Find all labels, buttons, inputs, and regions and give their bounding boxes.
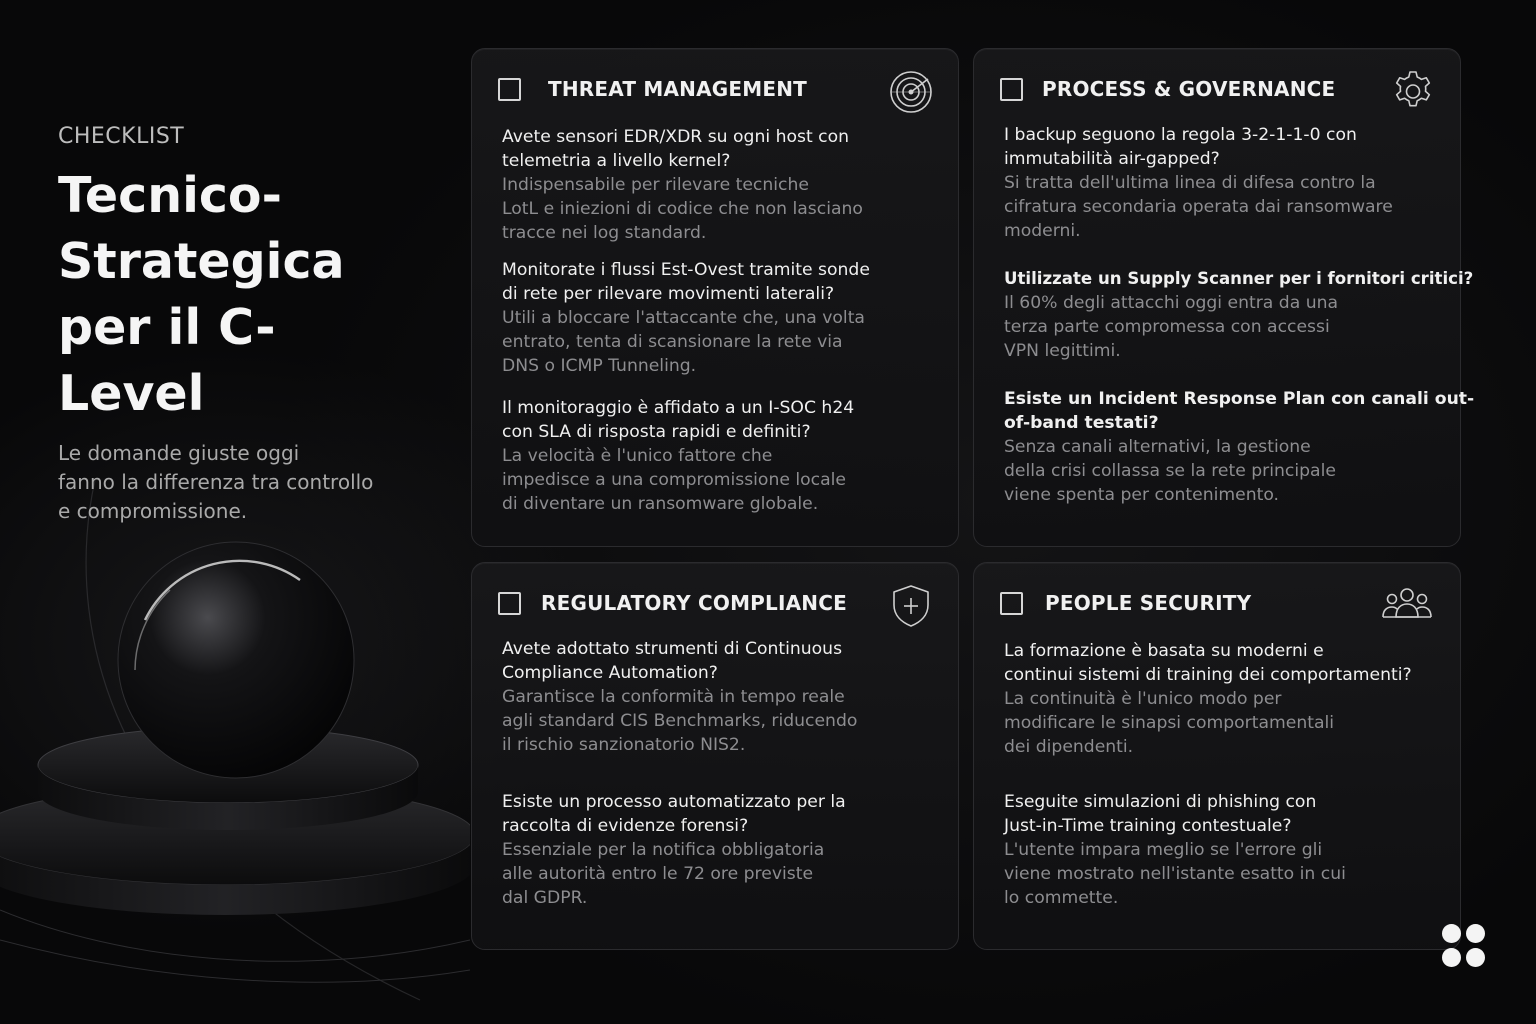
answer-line: tracce nei log standard. [502,223,707,243]
question-line: telemetria a livello kernel? [502,151,731,171]
checklist-question [1004,639,1444,687]
card-header [1000,589,1436,621]
question-line: of-band testati? [1004,413,1159,433]
question-line: Il monitoraggio è affidato a un I-SOC h24 [502,398,855,418]
answer-line: LotL e iniezioni di codice che non lasciano [502,199,863,219]
question-line: immutabilità air-gapped? [1004,149,1220,169]
checklist-answer [502,685,942,757]
shield-icon [888,583,934,629]
card-regulatory-compliance [471,562,959,950]
question-line: Eseguite simulazioni di phishing con [1004,792,1317,812]
answer-line: della crisi collassa se la rete principale [1004,461,1336,481]
answer-line: alle autorità entro le 72 ore previste [502,864,814,884]
card-header [1000,75,1436,107]
answer-line: viene spenta per contenimento. [1004,485,1279,505]
card-title: PROCESS & GOVERNANCE [1042,77,1336,101]
answer-line: il rischio sanzionatorio NIS2. [502,735,746,755]
checklist-answer [502,444,942,516]
answer-line: L'utente impara meglio se l'errore gli [1004,840,1323,860]
checklist-item [502,125,942,245]
page-subtitle-line: e compromissione. [58,499,248,523]
card-checkbox[interactable] [1000,592,1023,615]
logo-dot [1442,948,1461,967]
answer-line: modificare le sinapsi comportamentali [1004,713,1335,733]
target-icon [888,69,934,115]
answer-line: dei dipendenti. [1004,737,1134,757]
question-line: Just-in-Time training contestuale? [1004,816,1292,836]
question-line: Utilizzate un Supply Scanner per i fornitori critici? [1004,269,1474,288]
gear-icon [1390,69,1436,115]
page-subtitle [58,439,418,526]
checklist-question [1004,267,1474,291]
checklist-item [502,637,942,757]
answer-line: dal GDPR. [502,888,588,908]
checklist-answer [1004,435,1444,507]
card-process-governance [973,48,1475,547]
answer-line: impedisce a una compromissione locale [502,470,847,490]
checklist-item [1004,790,1444,910]
checklist-question [502,258,942,306]
question-line: Esiste un Incident Response Plan con canali out- [1004,389,1475,409]
page-title-line: Tecnico- [58,167,282,224]
checklist-question [502,125,942,173]
eyebrow-label: CHECKLIST [58,124,185,149]
checklist-answer [502,838,942,910]
answer-line: Il 60% degli attacchi oggi entra da una [1004,293,1339,313]
checklist-answer [1004,171,1444,243]
users-icon [1378,583,1436,629]
answer-line: agli standard CIS Benchmarks, riducendo [502,711,858,731]
card-checkbox[interactable] [498,78,521,101]
answer-line: Senza canali alternativi, la gestione [1004,437,1311,457]
sphere-pedestal-illustration [0,440,470,1024]
checklist-question [1004,123,1444,171]
question-line: di rete per rilevare movimenti laterali? [502,284,835,304]
question-line: raccolta di evidenze forensi? [502,816,749,836]
checklist-answer [1004,687,1444,759]
answer-line: DNS o ICMP Tunneling. [502,356,697,376]
checklist-question [502,396,942,444]
question-line: La formazione è basata su moderni e [1004,641,1324,661]
page-subtitle-line: Le domande giuste oggi [58,441,300,465]
checklist-item [502,396,942,516]
answer-line: cifratura secondaria operata dai ransomware [1004,197,1393,217]
checklist-item [1004,387,1475,507]
checklist-item [1004,267,1474,363]
logo-dot [1442,924,1461,943]
question-line: Compliance Automation? [502,663,718,683]
answer-line: di diventare un ransomware globale. [502,494,819,514]
checklist-answer [502,173,942,245]
logo-dot [1466,924,1485,943]
question-line: con SLA di risposta rapidi e definiti? [502,422,811,442]
card-header [498,75,934,107]
four-dots-logo-icon [1440,924,1488,970]
answer-line: terza parte compromessa con accessi [1004,317,1330,337]
checklist-question [502,637,942,685]
question-line: Avete sensori EDR/XDR su ogni host con [502,127,850,147]
question-line: I backup seguono la regola 3-2-1-1-0 con [1004,125,1357,145]
card-checkbox[interactable] [498,592,521,615]
answer-line: viene mostrato nell'istante esatto in cui [1004,864,1346,884]
checklist-question [502,790,942,838]
answer-line: moderni. [1004,221,1081,241]
answer-line: La velocità è l'unico fattore che [502,446,773,466]
card-threat-management [471,48,959,547]
question-line: continui sistemi di training dei comportamenti? [1004,665,1412,685]
checklist-question [1004,387,1475,435]
checklist-item [502,790,942,910]
question-line: Avete adottato strumenti di Continuous [502,639,843,659]
hero-section [58,124,418,526]
answer-line: Essenziale per la notifica obbligatoria [502,840,825,860]
card-people-security [973,562,1461,950]
answer-line: Garantisce la conformità in tempo reale [502,687,845,707]
page-subtitle-line: fanno la differenza tra controllo [58,470,374,494]
question-line: Esiste un processo automatizzato per la [502,792,846,812]
card-checkbox[interactable] [1000,78,1023,101]
checklist-item [1004,123,1444,243]
checklist-question [1004,790,1444,838]
question-line: Monitorate i flussi Est-Ovest tramite sonde [502,260,870,280]
answer-line: Si tratta dell'ultima linea di difesa contro la [1004,173,1376,193]
checklist-answer [1004,838,1444,910]
checklist-answer [502,306,942,378]
page-title-line: Strategica [58,233,345,290]
checklist-item [1004,639,1444,759]
answer-line: entrato, tenta di scansionare la rete via [502,332,843,352]
page-title [58,163,418,427]
page-title-line: per il C-Level [58,299,276,422]
card-header [498,589,934,621]
answer-line: Indispensabile per rilevare tecniche [502,175,809,195]
answer-line: lo commette. [1004,888,1119,908]
answer-line: La continuità è l'unico modo per [1004,689,1282,709]
card-title: REGULATORY COMPLIANCE [541,591,847,615]
card-title: THREAT MANAGEMENT [548,77,807,101]
checklist-answer [1004,291,1444,363]
logo-dot [1466,948,1485,967]
card-title: PEOPLE SECURITY [1045,591,1252,615]
answer-line: Utili a bloccare l'attaccante che, una volta [502,308,865,328]
checklist-item [502,258,942,378]
answer-line: VPN legittimi. [1004,341,1121,361]
